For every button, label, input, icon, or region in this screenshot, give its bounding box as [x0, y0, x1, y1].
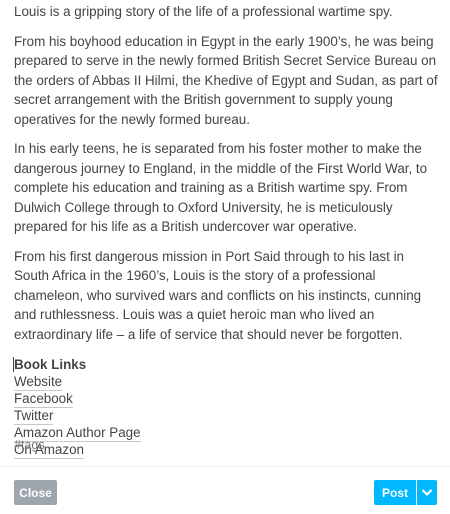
link-amazon-author-page[interactable]: Amazon Author Page — [14, 425, 141, 440]
post-options-button[interactable] — [417, 480, 437, 505]
post-paragraph-4: From his first dangerous mission in Port Said through to his last in South Africa in the 1960’s, Louis is the story of a professional chameleon, who survived wars and conflicts on his instincts, cunning and ruthlessness. Louis was a quiet heroic man who lived an extraordinary life – a life of service that should never be forgotten. — [14, 248, 422, 342]
post-paragraph-1: Louis is a gripping story of the life of a professional wartime spy. — [14, 4, 393, 19]
footer-divider — [0, 466, 450, 467]
link-on-amazon[interactable]: On Amazon — [14, 442, 84, 457]
tags-input[interactable] — [14, 438, 214, 452]
post-editor[interactable] — [14, 2, 438, 458]
post-paragraph-2: From his boyhood education in Egypt in the early 1900’s, he was being prepared to serve in the newly formed British Secret Service Bureau on the orders of Abbas II Hilmi, the Khedive of Egypt and Sudan, as part of secret arrangement with the British government to supply young operatives for the newly formed bureau. — [14, 33, 438, 127]
chevron-down-icon — [422, 489, 432, 496]
close-button[interactable]: Close — [14, 480, 57, 505]
link-twitter[interactable]: Twitter — [14, 408, 54, 423]
book-links-heading — [14, 356, 438, 373]
book-links-heading-text: Book Links — [14, 357, 87, 372]
post-button-group — [374, 480, 437, 505]
post-paragraph-3: In his early teens, he is separated from his foster mother to make the dangerous journey to England, in the middle of the First World War, to complete his education and training as a British wartime spy. From Dulwich College through to Oxford University, he is meticulously prepared for his life as a British undercover war operative. — [14, 141, 428, 234]
text-cursor — [13, 357, 14, 372]
link-facebook[interactable]: Facebook — [14, 391, 73, 406]
post-button-divider — [416, 480, 417, 505]
post-button[interactable]: Post — [374, 480, 416, 505]
link-website[interactable]: Website — [14, 374, 63, 389]
